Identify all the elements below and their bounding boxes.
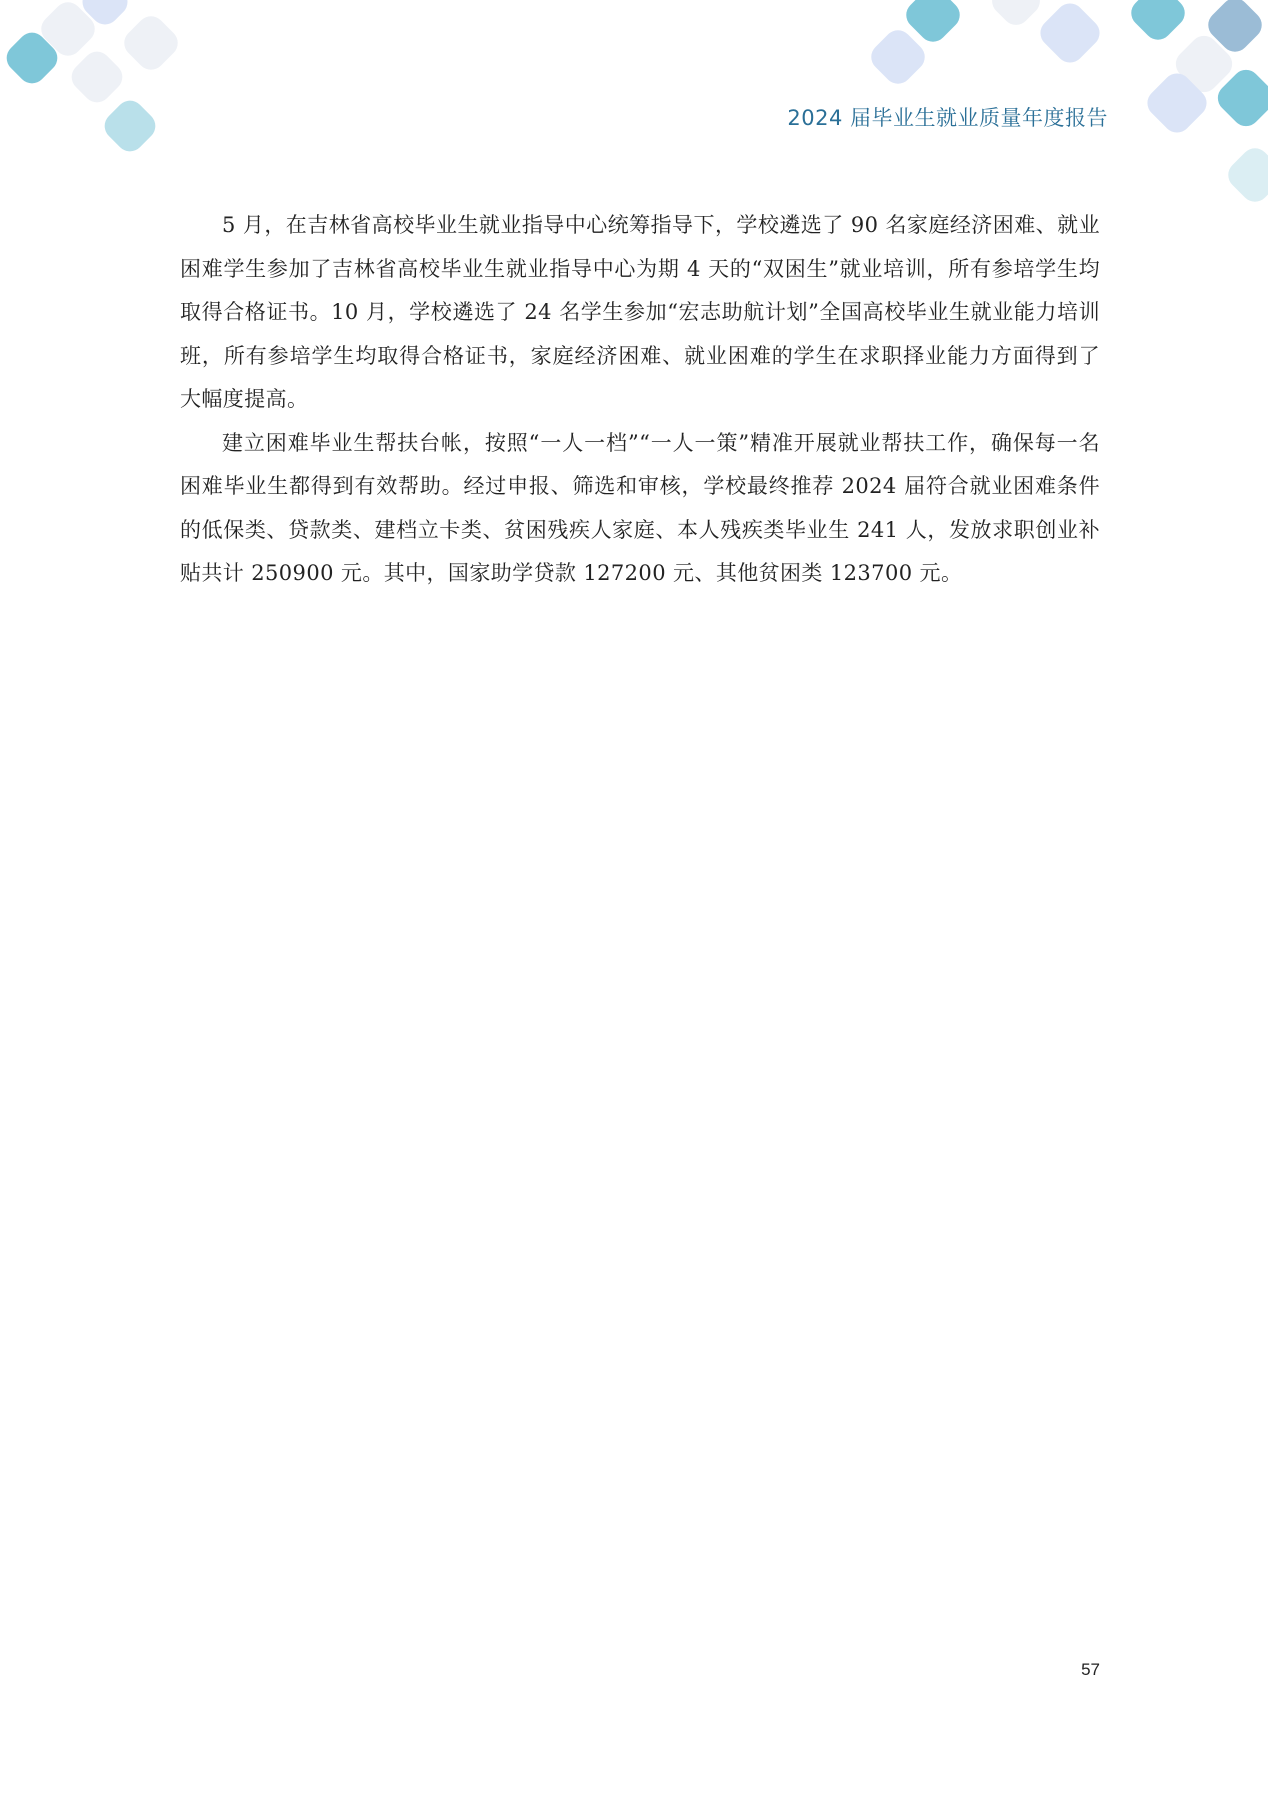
running-header-title: 2024 届毕业生就业质量年度报告 xyxy=(787,106,1108,130)
decorative-tile xyxy=(118,10,183,75)
decorative-tile xyxy=(66,46,128,108)
decorative-tile xyxy=(1035,0,1106,68)
decorative-tile xyxy=(986,0,1045,31)
body-paragraph: 5 月，在吉林省高校毕业生就业指导中心统筹指导下，学校遴选了 90 名家庭经济困难、就业困难学生参加了吉林省高校毕业生就业指导中心为期 4 天的“双困生”就业培训，所有参培学生均取得合格证书。10 月，学校遴选了 24 名学生参加“宏志助航计划”全国高校毕业生就业能力培训班，所有参培学生均取得合格证书，家庭经济困难、就业困难的学生在求职择业能力方面得到了大幅度提高。 xyxy=(180,213,1100,411)
decorative-tile xyxy=(1222,142,1268,207)
page-body xyxy=(180,204,1100,596)
page-number: 57 xyxy=(1081,1660,1100,1679)
body-paragraph: 建立困难毕业生帮扶台帐，按照“一人一档”“一人一策”精准开展就业帮扶工作，确保每一名困难毕业生都得到有效帮助。经过申报、筛选和审核，学校最终推荐 2024 届符合就业困难条件的低保类、贷款类、建档立卡类、贫困残疾人家庭、本人残疾类毕业生 241 人，发放求职创业补贴共计 250900 元。其中，国家助学贷款 127200 元、其他贫困类 123700 元。 xyxy=(180,430,1100,585)
decorative-tile xyxy=(99,95,161,157)
decorative-tile xyxy=(1125,0,1190,46)
